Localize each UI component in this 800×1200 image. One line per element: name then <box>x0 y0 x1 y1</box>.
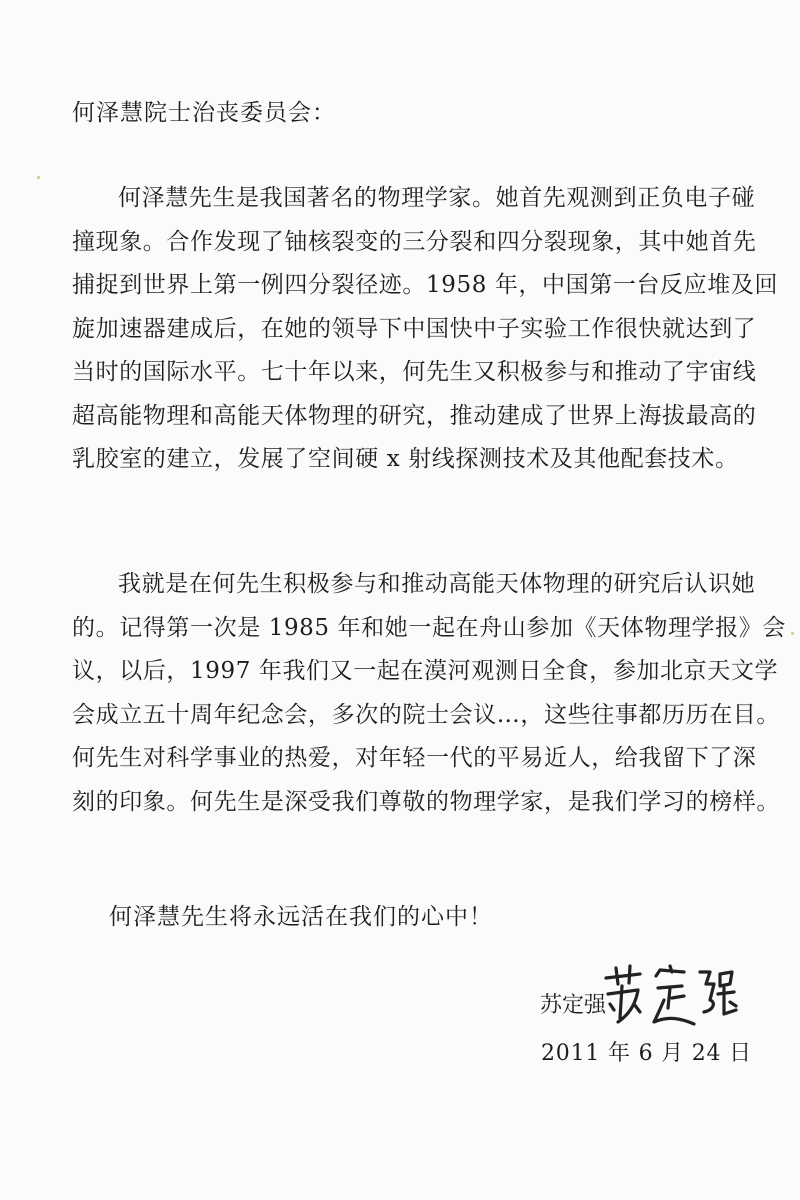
closing-line: 何泽慧先生将永远活在我们的心中！ <box>109 904 493 930</box>
paragraph-2 <box>72 563 786 824</box>
paragraph-line: 我就是在何先生积极参与和推动高能天体物理的研究后认识她 <box>118 571 756 597</box>
paragraph-line: 撞现象。合作发现了铀核裂变的三分裂和四分裂现象，其中她首先 <box>72 228 757 255</box>
paragraph-1 <box>72 177 779 482</box>
paragraph-line: 当时的国际水平。七十年以来，何先生又积极参与和推动了宇宙线 <box>72 359 757 385</box>
paragraph-line: 超高能物理和高能天体物理的研究，推动建成了世界上海拔最高的 <box>72 402 757 429</box>
paper-speck <box>37 176 40 179</box>
paragraph-line: 何泽慧先生是我国著名的物理学家。她首先观测到正负电子碰 <box>118 185 756 211</box>
paragraph-line: 议，以后，1997 年我们又一起在漠河观测日全食，参加北京天文学 <box>72 658 779 684</box>
paragraph-line: 乳胶室的建立，发展了空间硬 x 射线探测技术及其他配套技术。 <box>72 446 739 472</box>
paper-speck <box>791 632 794 635</box>
paragraph-line: 捕捉到世界上第一例四分裂径迹。1958 年，中国第一台反应堆及回 <box>72 272 779 298</box>
salutation: 何泽慧院士治丧委员会： <box>72 100 336 126</box>
paragraph-line: 旋加速器建成后，在她的领导下中国快中子实验工作很快就达到了 <box>72 315 757 342</box>
paragraph-line: 何先生对科学事业的热爱，对年轻一代的平易近人，给我留下了深 <box>72 745 757 771</box>
paragraph-line: 刻的印象。何先生是深受我们尊敬的物理学家，是我们学习的榜样。 <box>72 788 780 815</box>
letter-date: 2011 年 6 月 24 日 <box>541 1041 752 1066</box>
paragraph-line: 的。记得第一次是 1985 年和她一起在舟山参加《天体物理学报》会 <box>72 614 786 641</box>
paragraph-line: 会成立五十周年纪念会，多次的院士会议…，这些往事都历历在目。 <box>72 701 780 728</box>
signer-name: 苏定强 <box>540 993 607 1018</box>
handwritten-signature <box>600 964 740 1028</box>
